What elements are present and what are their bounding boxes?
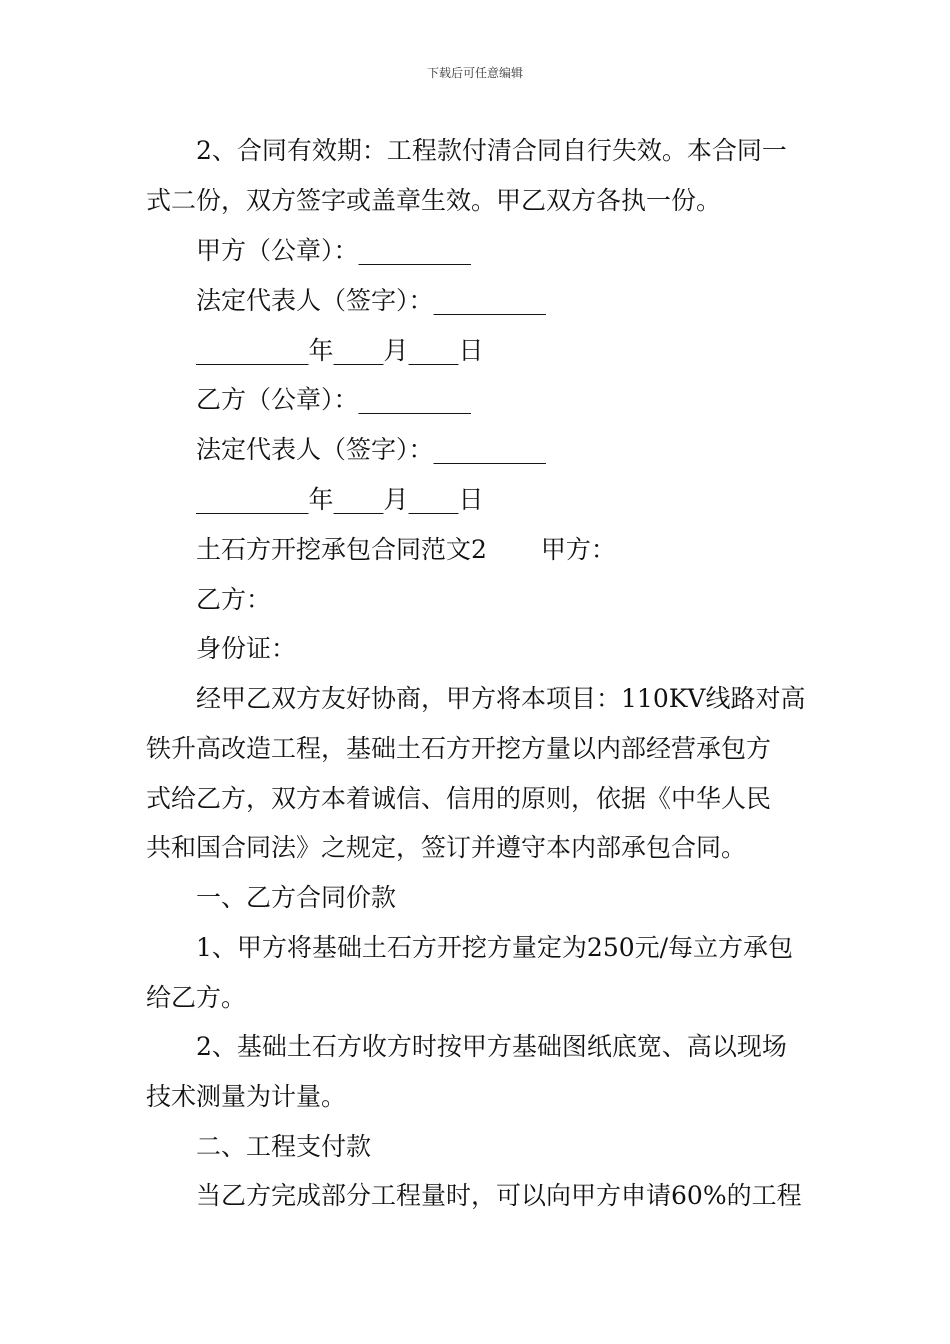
paragraph-agreement-line-3: 式给乙方，双方本着诚信、信用的原则，依据《中华人民 [146, 784, 772, 813]
contract-title: 土石方开挖承包合同范文2 [196, 535, 487, 564]
paragraph-agreement-line-2: 铁升高改造工程，基础土石方开挖方量以内部经营承包方 [146, 734, 772, 763]
page-header-note: 下载后可任意编辑 [426, 66, 523, 80]
party-b-label: 乙方： [196, 585, 272, 614]
contract-title-line [196, 535, 616, 565]
party-a-date-line: _________年____月____日 [196, 336, 484, 365]
party-b-seal-line: 乙方（公章）：_________ [196, 385, 472, 414]
party-b-date-line: _________年____月____日 [196, 485, 484, 514]
paragraph-validity-line-2: 式二份，双方签字或盖章生效。甲乙双方各执一份。 [146, 186, 722, 215]
party-a-seal-line: 甲方（公章）：_________ [196, 236, 472, 265]
section-heading-price: 一、乙方合同价款 [196, 883, 397, 912]
party-a-representative-line: 法定代表人（签字）：_________ [196, 286, 547, 315]
party-a-label: 甲方： [540, 535, 616, 564]
party-b-representative-line: 法定代表人（签字）：_________ [196, 435, 547, 464]
clause-price-line-2: 给乙方。 [146, 983, 247, 1012]
id-card-label: 身份证： [196, 634, 297, 663]
clause-measurement-line-2: 技术测量为计量。 [146, 1082, 347, 1111]
clause-measurement-line-1: 2、基础土石方收方时按甲方基础图纸底宽、高以现场 [196, 1032, 787, 1061]
paragraph-agreement-line-1: 经甲乙双方友好协商，甲方将本项目：110KV线路对高 [196, 684, 806, 713]
clause-payment-line-1: 当乙方完成部分工程量时，可以向甲方申请60%的工程 [196, 1181, 802, 1210]
paragraph-validity-line-1: 2、合同有效期：工程款付清合同自行失效。本合同一 [196, 136, 787, 165]
paragraph-agreement-line-4: 共和国合同法》之规定，签订并遵守本内部承包合同。 [146, 833, 747, 862]
clause-price-line-1: 1、甲方将基础土石方开挖方量定为250元/每立方承包 [196, 933, 794, 962]
section-heading-payment: 二、工程支付款 [196, 1132, 372, 1161]
